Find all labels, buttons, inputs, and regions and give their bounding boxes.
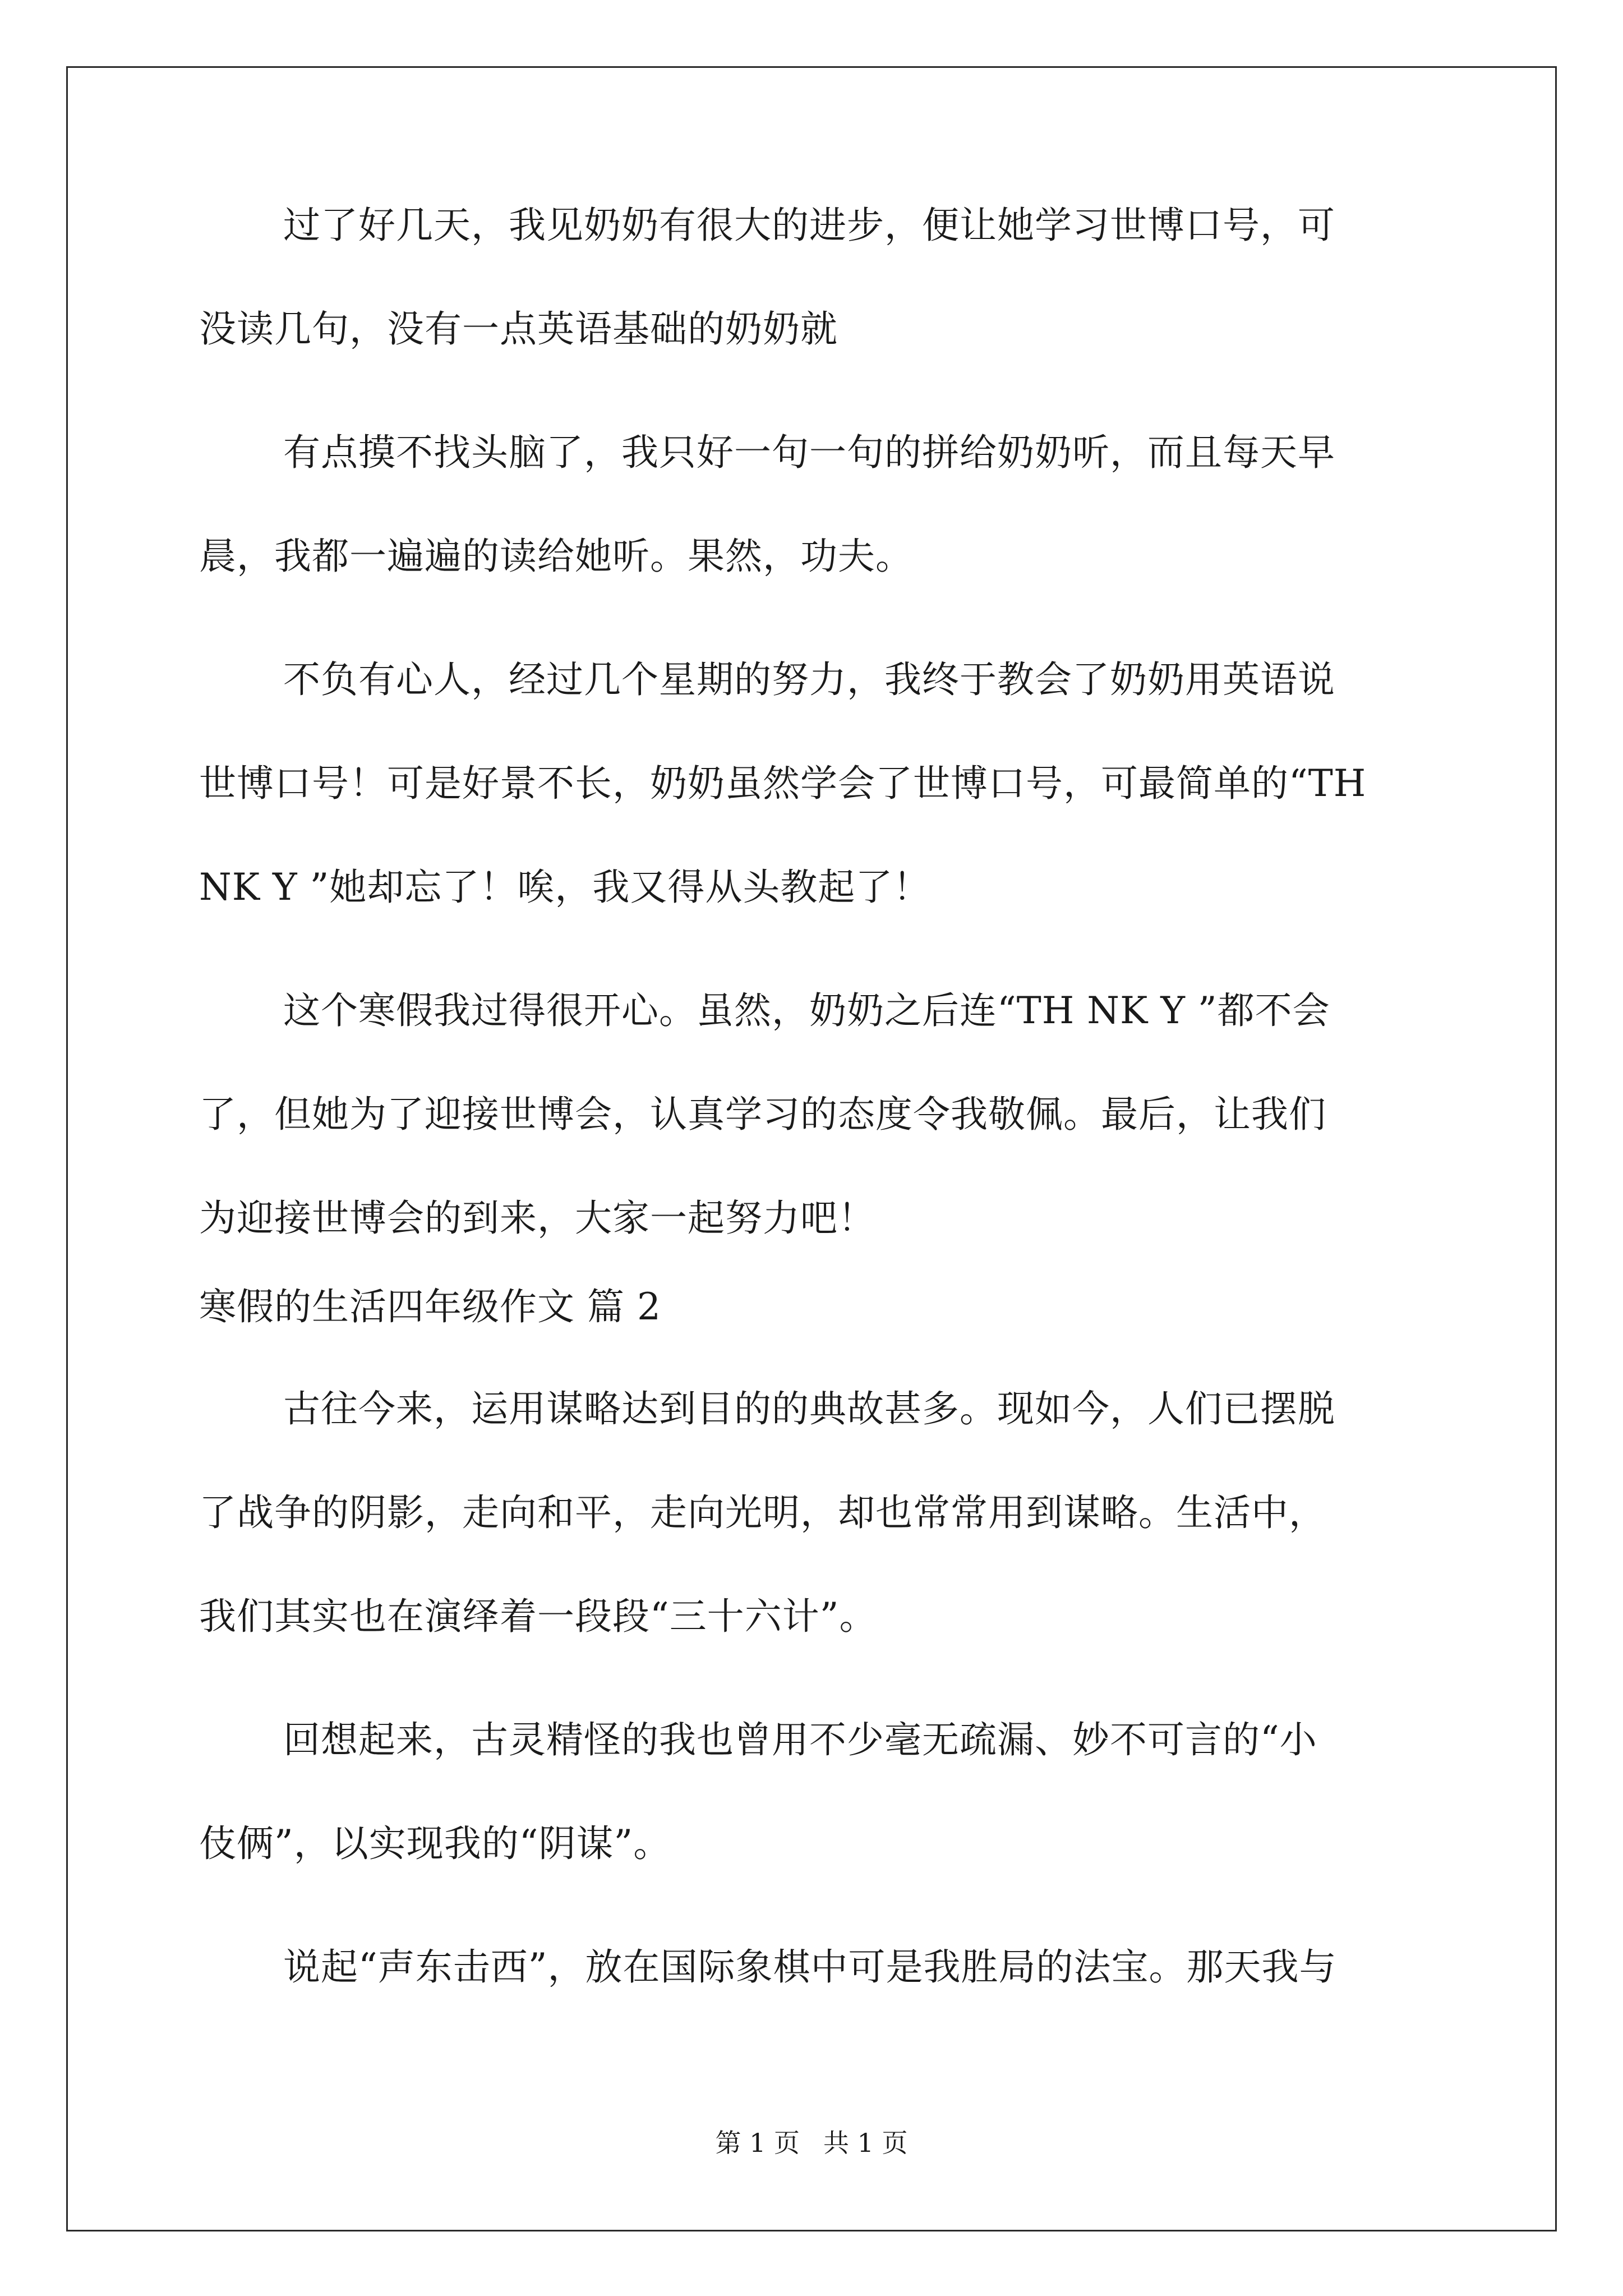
- paragraph-line: 说起“声东击西”，放在国际象棋中可是我胜局的法宝。那天我与: [283, 1945, 1337, 1989]
- paragraph-line: 有点摸不找头脑了，我只好一句一句的拼给奶奶听，而且每天早: [283, 431, 1335, 474]
- paragraph-line: 回想起来，古灵精怪的我也曾用不少毫无疏漏、妙不可言的“小: [283, 1718, 1317, 1761]
- paragraph-line: 没读几句，没有一点英语基础的奶奶就: [199, 307, 838, 351]
- paragraph-line: 古往今来，运用谋略达到目的的典故甚多。现如今，人们已摆脱: [283, 1387, 1335, 1430]
- paragraph-line: 这个寒假我过得很开心。虽然，奶奶之后连“TH NK Y ”都不会: [283, 989, 1330, 1032]
- paragraph-line: 晨，我都一遍遍的读给她听。果然，功夫。: [199, 535, 913, 578]
- paragraph-line: 我们其实也在演绎着一段段“三十六计”。: [199, 1595, 877, 1638]
- paragraph-line: 了，但她为了迎接世博会，认真学习的态度令我敬佩。最后，让我们: [199, 1093, 1326, 1136]
- page-number: 第 1 页: [715, 2128, 800, 2158]
- page-border: [66, 66, 1557, 2231]
- page-footer: [0, 2126, 1623, 2160]
- page-total: 共 1 页: [823, 2128, 908, 2158]
- paragraph-line: 为迎接世博会的到来，大家一起努力吧！: [199, 1197, 875, 1240]
- section-heading: 寒假的生活四年级作文 篇 2: [199, 1285, 661, 1328]
- paragraph-line: 过了好几天，我见奶奶有很大的进步，便让她学习世博口号，可: [283, 204, 1335, 247]
- paragraph-line: NK Y ”她却忘了！唉，我又得从头教起了！: [199, 866, 931, 909]
- paragraph-line: 伎俩”，以实现我的“阴谋”。: [199, 1822, 671, 1865]
- paragraph-line: 不负有心人，经过几个星期的努力，我终于教会了奶奶用英语说: [283, 658, 1335, 701]
- paragraph-line: 世博口号！可是好景不长，奶奶虽然学会了世博口号，可最简单的“TH: [199, 762, 1367, 805]
- paragraph-line: 了战争的阴影，走向和平，走向光明，却也常常用到谋略。生活中，: [199, 1491, 1326, 1534]
